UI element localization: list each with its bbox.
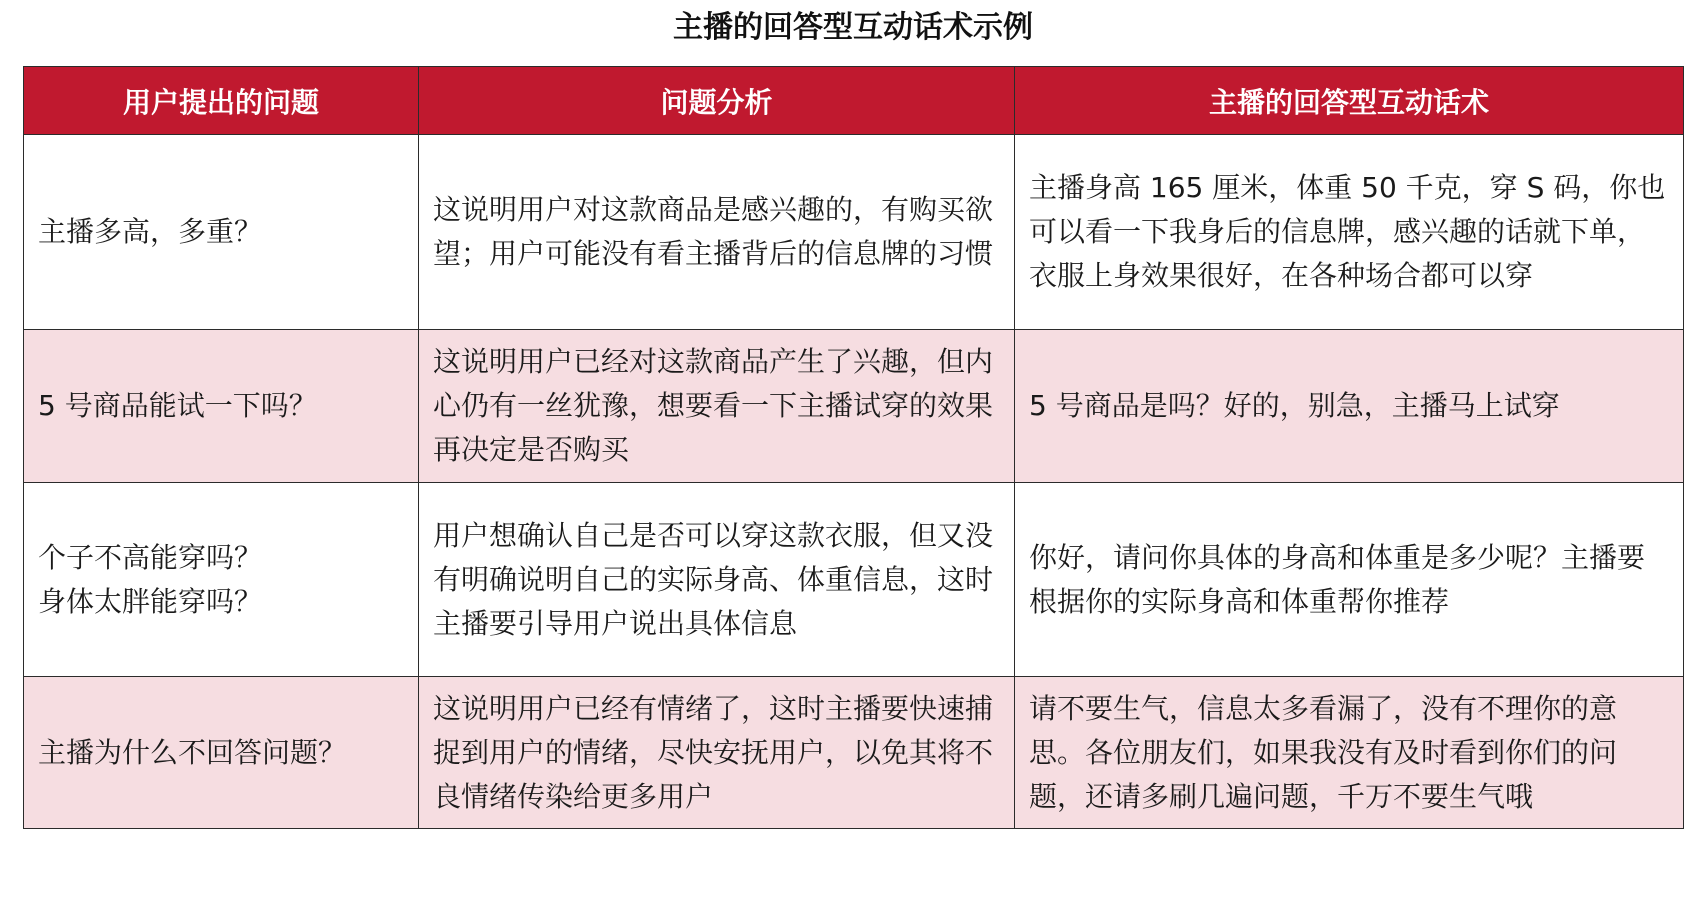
question-text: 5 号商品能试一下吗？ [38,389,317,422]
analysis-text: 这说明用户对这款商品是感兴趣的，有购买欲望；用户可能没有看主播背后的信息牌的习惯 [433,193,994,270]
cell-question [24,330,419,483]
table-row [24,483,1684,677]
cell-answer [1015,677,1684,829]
cell-question [24,135,419,330]
question-text: 主播为什么不回答问题？ [38,735,347,769]
answer-text: 请不要生气，信息太多看漏了，没有不理你的意思。各位朋友们，如果我没有及时看到你们的问题，还请多刷几遍问题，千万不要生气哦 [1029,691,1618,813]
cell-question [24,677,419,829]
header-host-reply: 主播的回答型互动话术 [1015,67,1684,135]
question-text: 主播多高，多重？ [38,215,263,248]
cell-analysis [419,483,1015,677]
analysis-text: 用户想确认自己是否可以穿这款衣服，但又没有明确说明自己的实际身高、体重信息，这时主播要引导用户说出具体信息 [433,518,994,640]
answer-text: 主播身高 165 厘米，体重 50 千克，穿 S 码，你也可以看一下我身后的信息牌，感兴趣的话就下单，衣服上身效果很好，在各种场合都可以穿 [1029,171,1666,292]
cell-analysis [419,135,1015,330]
table-row [24,677,1684,829]
dialogue-table [23,66,1684,829]
table-row [24,135,1684,330]
cell-question [24,483,419,677]
answer-text: 5 号商品是吗？好的，别急，主播马上试穿 [1029,389,1560,422]
header-question-analysis: 问题分析 [419,67,1015,135]
page-title: 主播的回答型互动话术示例 [673,10,1033,45]
cell-analysis [419,677,1015,829]
answer-text: 你好，请问你具体的身高和体重是多少呢？主播要根据你的实际身高和体重帮你推荐 [1029,540,1646,618]
cell-analysis [419,330,1015,483]
cell-answer [1015,483,1684,677]
table-row [24,330,1684,483]
analysis-text: 这说明用户已经对这款商品产生了兴趣，但内心仍有一丝犹豫，想要看一下主播试穿的效果再决定是否购买 [433,345,994,466]
question-text: 个子不高能穿吗？ 身体太胖能穿吗？ [38,540,263,618]
cell-answer [1015,135,1684,330]
table-header-row [24,67,1684,135]
analysis-text: 这说明用户已经有情绪了，这时主播要快速捕捉到用户的情绪，尽快安抚用户，以免其将不良情绪传染给更多用户 [433,691,994,813]
header-user-question: 用户提出的问题 [24,67,419,135]
cell-answer [1015,330,1684,483]
